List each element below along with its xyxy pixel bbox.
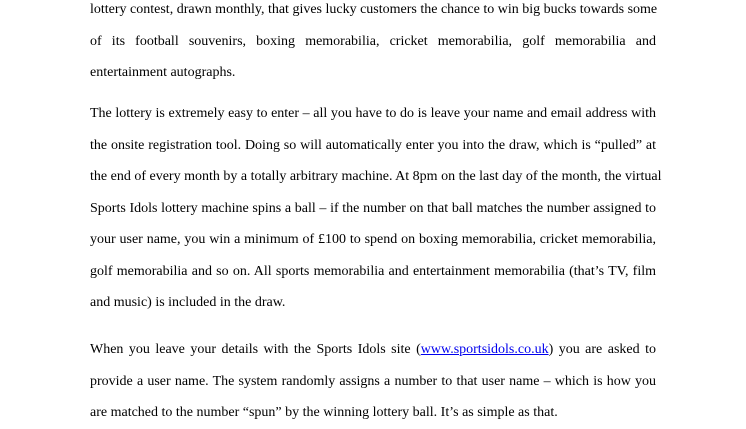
text-line: entertainment autographs. bbox=[90, 65, 236, 80]
text-line-with-link bbox=[90, 334, 656, 366]
text-line: the onsite registration tool. Doing so will automatically enter you into the draw, which is “pulled” at bbox=[90, 137, 656, 153]
text-line: golf memorabilia and so on. All sports memorabilia and entertainment memorabilia (that’s TV, film bbox=[90, 263, 656, 279]
text-segment: When you leave your details with the Sports Idols site ( bbox=[90, 342, 421, 357]
text-line: your user name, you win a minimum of £100 to spend on boxing memorabilia, cricket memorabilia, bbox=[90, 232, 656, 247]
paragraph-how-to-enter bbox=[90, 98, 662, 319]
text-line: and music) is included in the draw. bbox=[90, 295, 286, 310]
text-segment: ) you are asked to bbox=[548, 342, 656, 357]
sportsidols-link[interactable]: www.sportsidols.co.uk bbox=[420, 342, 549, 357]
text-line: the end of every month by a totally arbitrary machine. At 8pm on the last day of the month, the virtual bbox=[90, 169, 662, 184]
text-line: are matched to the number “spun” by the winning lottery ball. It’s as simple as that. bbox=[90, 405, 558, 420]
text-line: provide a user name. The system randomly assigns a number to that user name – which is how you bbox=[90, 373, 656, 389]
paragraph-lottery-intro bbox=[90, 0, 656, 89]
text-line: lottery contest, drawn monthly, that gives lucky customers the chance to win big bucks towards some bbox=[90, 2, 658, 17]
text-line: of its football souvenirs, boxing memorabilia, cricket memorabilia, golf memorabilia and bbox=[90, 33, 656, 49]
paragraph-user-name bbox=[90, 334, 656, 429]
text-line: Sports Idols lottery machine spins a ball – if the number on that ball matches the number assigned to bbox=[90, 200, 656, 216]
text-line: The lottery is extremely easy to enter – all you have to do is leave your name and email address with bbox=[90, 106, 656, 121]
